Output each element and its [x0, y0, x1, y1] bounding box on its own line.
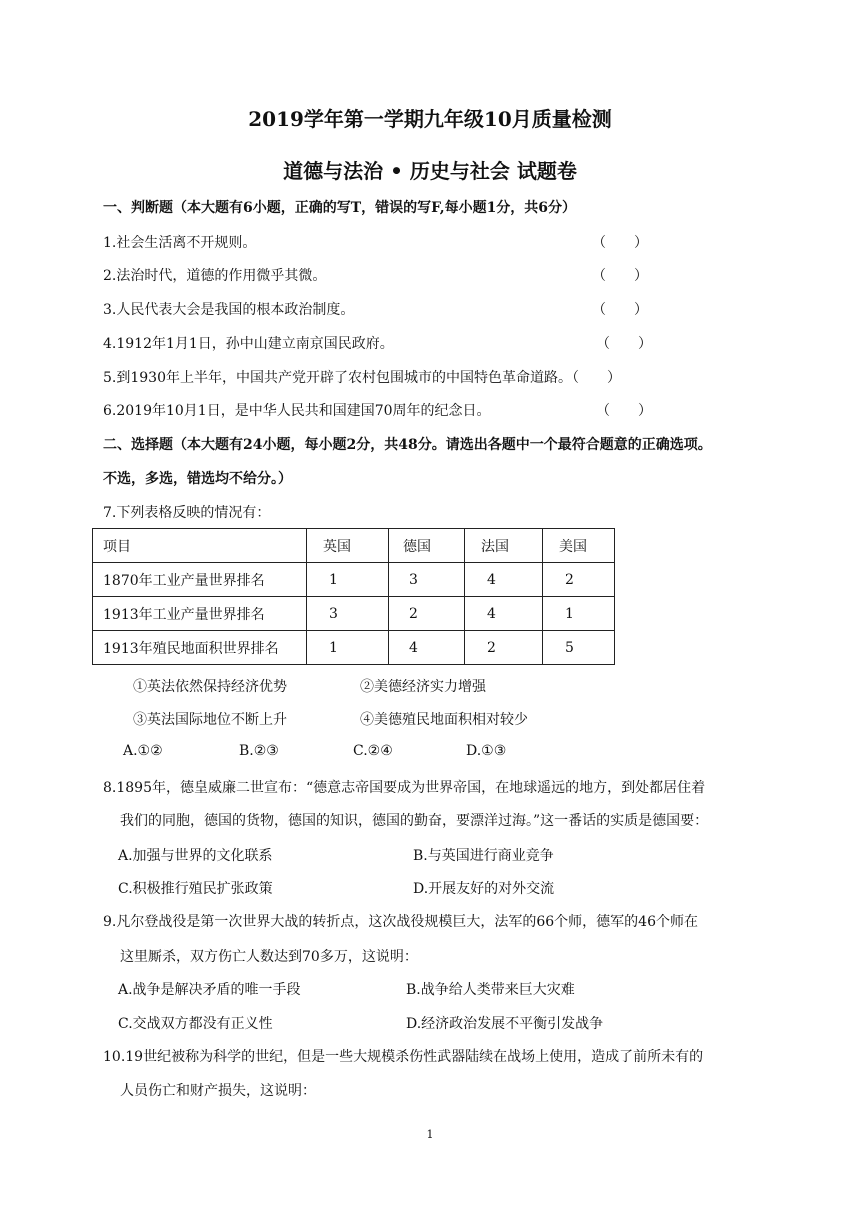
q9-stem-line1: 9.凡尔登战役是第一次世界大战的转折点，这次战役规模巨大，法军的66个师，德军的46个师在: [103, 914, 698, 930]
tf-question-4: 4.1912年1月1日，孙中山建立南京国民政府。: [103, 336, 394, 352]
tf-answer-blank-4: （ ）: [596, 336, 652, 352]
table-cell: 5: [543, 631, 615, 665]
q9-option-c: C.交战双方都没有正义性: [118, 1016, 273, 1032]
table-cell: 2: [543, 563, 615, 597]
table-row: [93, 631, 615, 665]
table-header-row: [93, 529, 615, 563]
section2-heading-line1: 二、选择题（本大题有24小题，每小题2分，共48分。请选出各题中一个最符合题意的正确选项。: [103, 437, 712, 453]
tf-question-2: 2.法治时代，道德的作用微乎其微。: [103, 268, 327, 284]
table-cell: 3: [307, 597, 389, 631]
q10-stem-line1: 10.19世纪被称为科学的世纪，但是一些大规模杀伤性武器陆续在战场上使用，造成了前所未有的: [103, 1049, 704, 1065]
table-row: [93, 563, 615, 597]
q7-option-c: C.②④: [353, 743, 393, 759]
exam-subtitle: 道德与法治 • 历史与社会 试题卷: [283, 159, 577, 183]
tf-question-3: 3.人民代表大会是我国的根本政治制度。: [103, 302, 355, 318]
q8-option-a: A.加强与世界的文化联系: [118, 848, 273, 864]
q8-option-d: D.开展友好的对外交流: [413, 881, 555, 897]
q8-option-c: C.积极推行殖民扩张政策: [118, 881, 273, 897]
q8-stem-line2: 我们的同胞，德国的货物，德国的知识，德国的勤奋，要漂洋过海。”这一番话的实质是德国要：: [120, 813, 709, 829]
q7-option-a: A.①②: [123, 743, 163, 759]
ranking-table: [92, 528, 615, 665]
section2-heading-line2: 不选，多选，错选均不给分。）: [103, 471, 292, 487]
table-cell: 2: [465, 631, 543, 665]
table-cell: 2: [389, 597, 465, 631]
table-row: [93, 597, 615, 631]
table-cell: 1913年殖民地面积世界排名: [93, 631, 307, 665]
table-cell: 1: [307, 631, 389, 665]
q9-stem-line2: 这里厮杀，双方伤亡人数达到70多万，这说明：: [120, 949, 418, 965]
q10-stem-line2: 人员伤亡和财产损失，这说明：: [120, 1083, 316, 1099]
table-cell: 1913年工业产量世界排名: [93, 597, 307, 631]
table-cell: 4: [389, 631, 465, 665]
table-cell: 项目: [93, 529, 307, 563]
table-cell: 1: [307, 563, 389, 597]
q7-statement-4: ④美德殖民地面积相对较少: [360, 712, 528, 728]
q7-option-d: D.①③: [466, 743, 507, 759]
page-number: 1: [426, 1128, 434, 1141]
table-cell: 德国: [389, 529, 465, 563]
q7-statement-2: ②美德经济实力增强: [360, 679, 486, 695]
tf-question-5: 5.到1930年上半年，中国共产党开辟了农村包围城市的中国特色革命道路。（ ）: [103, 370, 621, 386]
q7-option-b: B.②③: [239, 743, 279, 759]
tf-answer-blank-3: （ ）: [592, 302, 648, 318]
q9-option-a: A.战争是解决矛盾的唯一手段: [118, 982, 301, 998]
table-cell: 美国: [543, 529, 615, 563]
table-cell: 法国: [465, 529, 543, 563]
table-cell: 3: [389, 563, 465, 597]
q8-stem-line1: 8.1895年，德皇威廉二世宣布：“德意志帝国要成为世界帝国，在地球遥远的地方，到处都居住着: [103, 780, 706, 796]
tf-answer-blank-1: （ ）: [592, 235, 648, 251]
tf-answer-blank-6: （ ）: [596, 403, 652, 419]
q7-stem: 7.下列表格反映的情况有：: [103, 505, 271, 521]
q7-statement-3: ③英法国际地位不断上升: [133, 712, 287, 728]
table-cell: 英国: [307, 529, 389, 563]
tf-question-1: 1.社会生活离不开规则。: [103, 235, 257, 251]
table-cell: 1: [543, 597, 615, 631]
q8-option-b: B.与英国进行商业竞争: [413, 848, 554, 864]
table-cell: 1870年工业产量世界排名: [93, 563, 307, 597]
section1-heading: 一、判断题（本大题有6小题，正确的写T，错误的写F,每小题1分，共6分）: [103, 200, 577, 216]
exam-title: 2019学年第一学期九年级10月质量检测: [248, 107, 612, 131]
table-cell: 4: [465, 597, 543, 631]
q7-statement-1: ①英法依然保持经济优势: [133, 679, 287, 695]
q9-option-b: B.战争给人类带来巨大灾难: [406, 982, 575, 998]
q9-option-d: D.经济政治发展不平衡引发战争: [406, 1016, 604, 1032]
tf-answer-blank-2: （ ）: [592, 268, 648, 284]
table-cell: 4: [465, 563, 543, 597]
tf-question-6: 6.2019年10月1日，是中华人民共和国建国70周年的纪念日。: [103, 403, 491, 419]
